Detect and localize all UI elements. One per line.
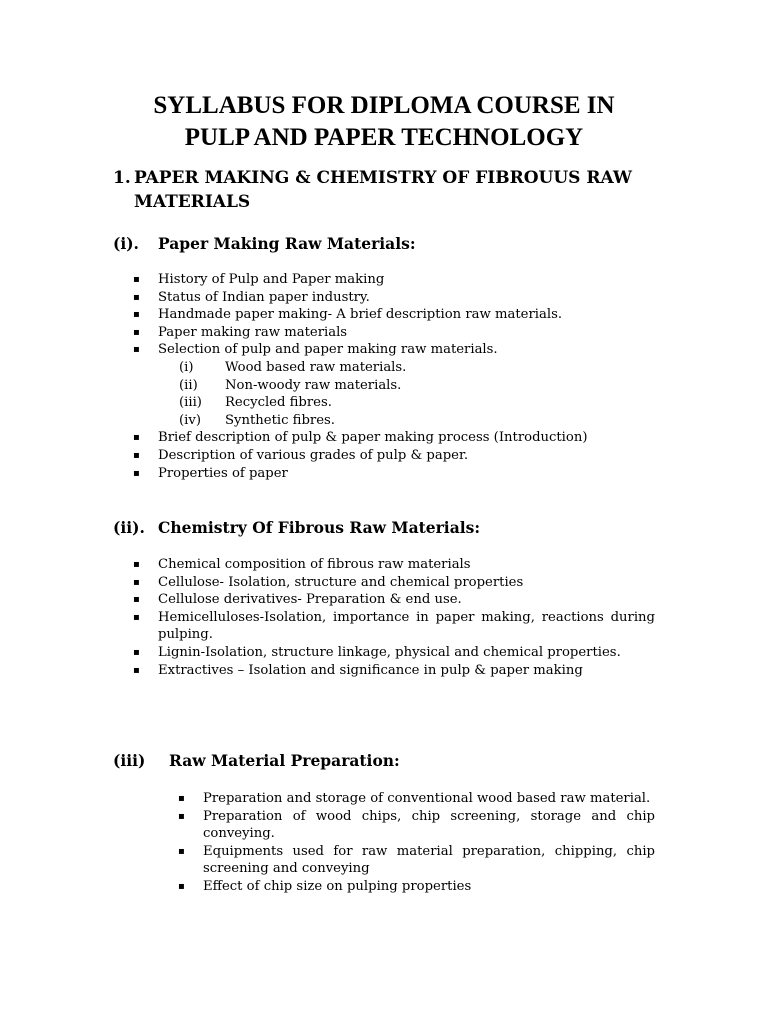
- bullet-icon: ▪: [133, 594, 140, 606]
- subsection-number: (i).: [113, 234, 139, 253]
- list-item: ▪ Effect of chip size on pulping properties: [178, 878, 472, 894]
- list-item: ▪ Preparation of wood chips, chip screening, storage and chip conveying.: [178, 808, 655, 842]
- list-item: ▪ Cellulose derivatives- Preparation & end use.: [133, 592, 462, 608]
- sub-list-item: (i) Wood based raw materials.: [179, 359, 407, 375]
- list-item: ▪ Preparation and storage of conventional wood based raw material.: [178, 791, 651, 806]
- bullet-icon: ▪: [133, 467, 140, 479]
- bullet-icon: ▪: [178, 880, 185, 892]
- section-title: PAPER MAKING & CHEMISTRY OF FIBROUUS RAW MATERIALS: [134, 168, 632, 212]
- bullet-icon: ▪: [133, 449, 140, 461]
- bullet-icon: ▪: [133, 559, 140, 570]
- list-item: ▪ Lignin-Isolation, structure linkage, physical and chemical properties.: [133, 644, 621, 660]
- bullet-icon: ▪: [133, 576, 140, 588]
- bullet-icon: ▪: [178, 810, 185, 822]
- list-item: ▪ Brief description of pulp & paper making process (Introduction): [133, 430, 588, 446]
- subsection-title: Paper Making Raw Materials:: [158, 234, 416, 253]
- document-title-line-1: SYLLABUS FOR DIPLOMA COURSE IN: [153, 92, 615, 119]
- bullet-icon: ▪: [133, 664, 140, 676]
- list-item: ▪ History of Pulp and Paper making: [133, 272, 385, 287]
- sub-list-item: (ii) Non-woody raw materials.: [179, 377, 402, 393]
- bullet-icon: ▪: [133, 611, 140, 623]
- subsection-number: (iii): [113, 751, 146, 770]
- list-item: ▪ Handmade paper making- A brief description raw materials.: [133, 307, 563, 323]
- bullet-icon: ▪: [133, 344, 140, 356]
- subsection-number: (ii).: [113, 518, 145, 537]
- raw-material-preparation-list: [178, 790, 655, 896]
- document-title-line-2: PULP AND PAPER TECHNOLOGY: [184, 124, 584, 151]
- section-heading: [113, 166, 673, 214]
- list-item: ▪ Extractives – Isolation and significance in pulp & paper making: [133, 662, 583, 678]
- bullet-icon: ▪: [178, 793, 185, 804]
- list-item: ▪ Paper making raw materials: [133, 324, 348, 340]
- bullet-icon: ▪: [133, 646, 140, 658]
- list-item: ▪ Cellulose- Isolation, structure and chemical properties: [133, 574, 524, 590]
- list-item: ▪ Description of various grades of pulp & paper.: [133, 447, 469, 463]
- list-item: ▪ Equipments used for raw material preparation, chipping, chip screening and conveying: [178, 843, 655, 877]
- bullet-icon: ▪: [133, 326, 140, 338]
- bullet-icon: ▪: [133, 291, 140, 303]
- raw-materials-list: [133, 271, 653, 482]
- bullet-icon: ▪: [178, 845, 185, 857]
- sub-list-item: (iv) Synthetic fibres.: [179, 412, 335, 428]
- list-item: ▪ Hemicelluloses-Isolation, importance in paper making, reactions during pulping.: [133, 609, 655, 643]
- subsection-title: Chemistry Of Fibrous Raw Materials:: [158, 518, 481, 537]
- bullet-icon: ▪: [133, 274, 140, 285]
- sub-list-item: (iii) Recycled fibres.: [179, 395, 332, 411]
- list-item: ▪ Selection of pulp and paper making raw materials.: [133, 342, 498, 358]
- subsection-title: Raw Material Preparation:: [169, 751, 400, 770]
- bullet-icon: ▪: [133, 309, 140, 321]
- fibrous-chemistry-list: [133, 556, 655, 679]
- list-item: ▪ Status of Indian paper industry.: [133, 289, 370, 305]
- section-number: 1.: [113, 168, 131, 188]
- list-item: ▪ Chemical composition of fibrous raw materials: [133, 557, 471, 572]
- bullet-icon: ▪: [133, 432, 140, 444]
- list-item: ▪ Properties of paper: [133, 465, 288, 481]
